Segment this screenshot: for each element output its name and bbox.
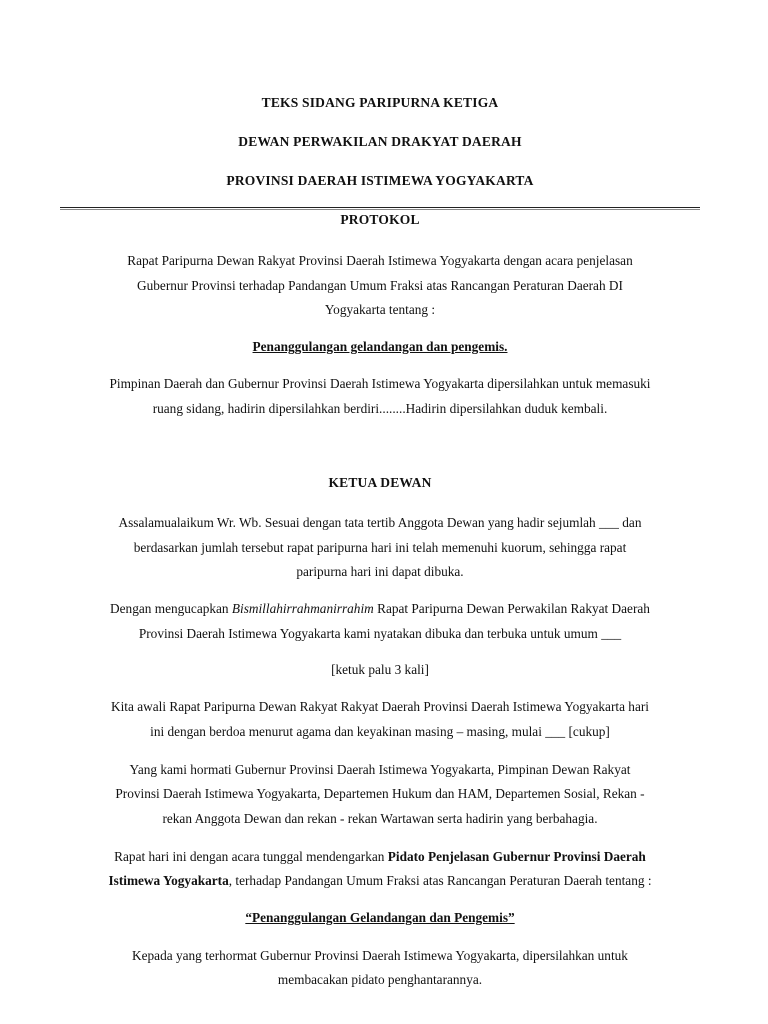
- ketua-p5-line2: [60, 873, 700, 889]
- ketua-p4-line1: Yang kami hormati Gubernur Provinsi Daerah Istimewa Yogyakarta, Pimpinan Dewan Rakyat: [129, 762, 631, 777]
- quote-line: [60, 910, 700, 926]
- protokol-heading: PROTOKOL: [340, 212, 420, 227]
- p2-post: Rapat Paripurna Dewan Perwakilan Rakyat Daerah: [373, 601, 650, 616]
- protokol-p1-line2: Gubernur Provinsi terhadap Pandangan Umum Fraksi atas Rancangan Peraturan Daerah DI: [137, 278, 623, 293]
- title-line-3: PROVINSI DAERAH ISTIMEWA YOGYAKARTA: [226, 173, 534, 188]
- protokol-p1-line1: Rapat Paripurna Dewan Rakyat Provinsi Daerah Istimewa Yogyakarta dengan acara penjelasan: [127, 253, 633, 268]
- header-divider: [60, 207, 700, 208]
- ketuk-palu: [ketuk palu 3 kali]: [331, 662, 429, 677]
- ketua-p4-line3: rekan Anggota Dewan dan rekan - rekan Wartawan serta hadirin yang berbahagia.: [162, 811, 598, 826]
- ketua-p1-line1: Assalamualaikum Wr. Wb. Sesuai dengan tata tertib Anggota Dewan yang hadir sejumlah ___ dan: [118, 515, 642, 530]
- title-line-2: DEWAN PERWAKILAN DRAKYAT DAERAH: [238, 134, 522, 149]
- ketua-p2-line2: Provinsi Daerah Istimewa Yogyakarta kami nyatakan dibuka dan terbuka untuk umum ___: [138, 626, 622, 641]
- p5-bold1: Pidato Penjelasan Gubernur Provinsi Daerah: [387, 849, 646, 864]
- p5-pre: Rapat hari ini dengan acara tunggal mendengarkan: [114, 849, 388, 864]
- ketua-p1-line2: berdasarkan jumlah tersebut rapat paripurna hari ini telah memenuhi kuorum, sehingga rapat: [133, 540, 627, 555]
- ketua-p6-line1: Kepada yang terhormat Gubernur Provinsi Daerah Istimewa Yogyakarta, dipersilahkan untuk: [132, 948, 628, 963]
- ketua-p3-line2: ini dengan berdoa menurut agama dan keyakinan masing – masing, mulai ___ [cukup]: [150, 724, 610, 739]
- protokol-p2-line2: ruang sidang, hadirin dipersilahkan berdiri........Hadirin dipersilahkan duduk kembali.: [152, 401, 608, 416]
- ketua-p6-line2: membacakan pidato penghantarannya.: [277, 972, 483, 987]
- quote-text: “Penanggulangan Gelandangan dan Pengemis”: [245, 910, 515, 925]
- ketua-heading: KETUA DEWAN: [328, 475, 432, 490]
- p5-post: , terhadap Pandangan Umum Fraksi atas Rancangan Peraturan Daerah tentang :: [228, 873, 652, 888]
- ketua-p2-line1: [60, 601, 700, 617]
- ketua-p4-line2: Provinsi Daerah Istimewa Yogyakarta, Departemen Hukum dan HAM, Departemen Sosial, Rekan -: [115, 786, 645, 801]
- ketua-p5-line1: [60, 849, 700, 865]
- protokol-subject: [60, 339, 700, 355]
- header-divider-thin: [60, 209, 700, 210]
- protokol-p1-line3: Yogyakarta tentang :: [324, 302, 436, 317]
- subject-text: Penanggulangan gelandangan dan pengemis.: [252, 339, 508, 354]
- p5-bold2: Istimewa Yogyakarta: [108, 873, 229, 888]
- ketua-p3-line1: Kita awali Rapat Paripurna Dewan Rakyat Rakyat Daerah Provinsi Daerah Istimewa Yogyakarta hari: [111, 699, 649, 714]
- p2-pre: Dengan mengucapkan: [110, 601, 232, 616]
- ketua-p1-line3: paripurna hari ini dapat dibuka.: [296, 564, 464, 579]
- title-line-1: TEKS SIDANG PARIPURNA KETIGA: [261, 95, 499, 110]
- p2-italic: Bismillahirrahmanirrahim: [231, 601, 374, 616]
- protokol-p2-line1: Pimpinan Daerah dan Gubernur Provinsi Daerah Istimewa Yogyakarta dipersilahkan untuk memasuki: [109, 376, 651, 391]
